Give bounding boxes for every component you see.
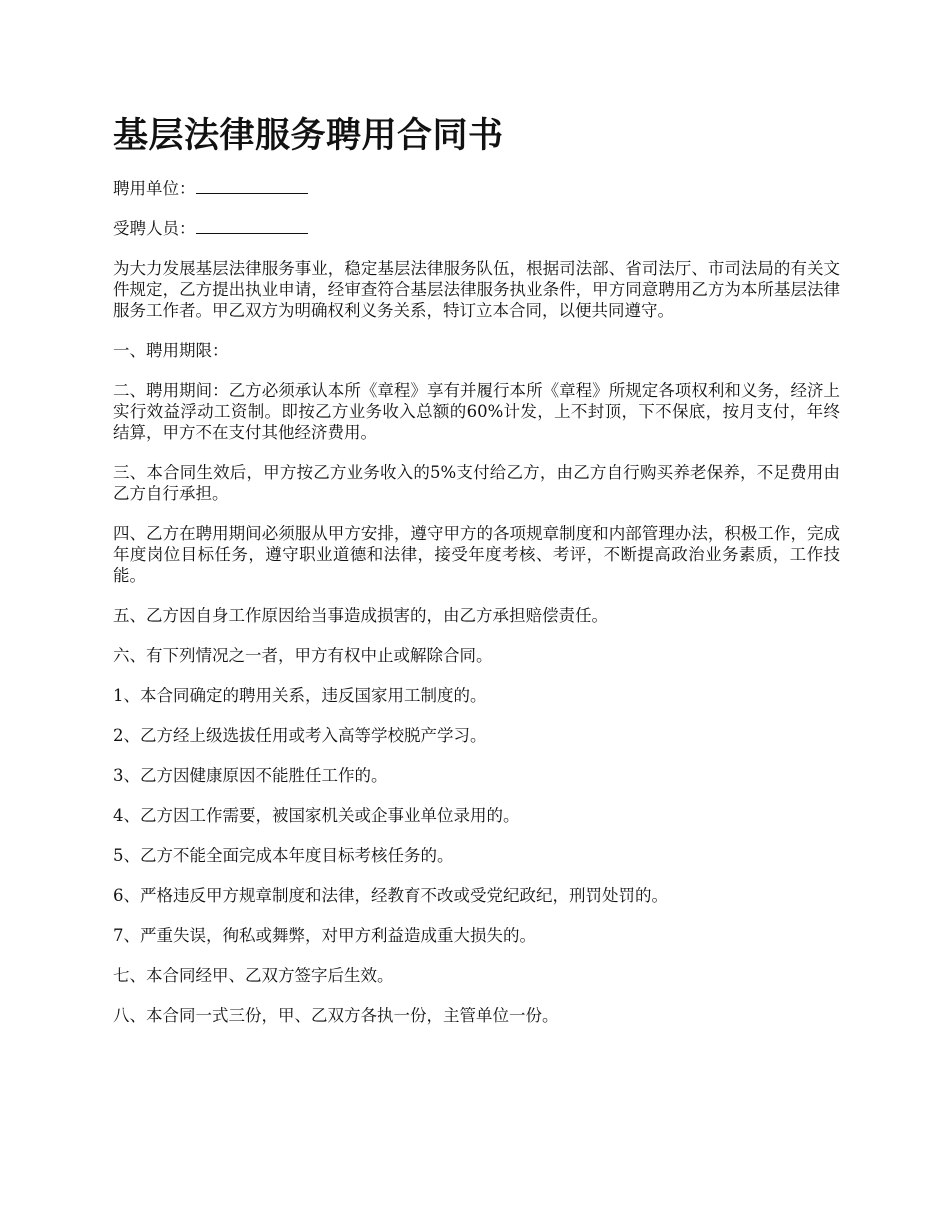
- termination-item-3: 3、乙方因健康原因不能胜任工作的。: [113, 766, 388, 785]
- termination-item-1: 1、本合同确定的聘用关系，违反国家用工制度的。: [113, 686, 487, 705]
- clause-6-termination: 六、有下列情况之一者，甲方有权中止或解除合同。: [113, 646, 493, 665]
- termination-item-7: 7、严重失误，徇私或舞弊，对甲方利益造成重大损失的。: [113, 926, 536, 945]
- termination-item-5: 5、乙方不能全面完成本年度目标考核任务的。: [113, 846, 454, 865]
- clause-1-term: 一、聘用期限：: [113, 341, 229, 360]
- termination-item-2: 2、乙方经上级选拔任用或考入高等学校脱产学习。: [113, 726, 487, 745]
- document-page: [113, 108, 840, 1045]
- employer-blank-line: [196, 179, 308, 194]
- document-title: 基层法律服务聘用合同书: [113, 115, 504, 156]
- clause-2-period: 二、聘用期间：乙方必须承认本所《章程》享有并履行本所《章程》所规定各项权利和义务，经济上实行效益浮动工资制。即按乙方业务收入总额的60%计发，上不封顶，下不保底，按月支付，年终结算，甲方不在支付其他经济费用。: [113, 381, 840, 442]
- employer-field: [113, 178, 840, 199]
- clause-4-obligations: 四、乙方在聘用期间必须服从甲方安排，遵守甲方的各项规章制度和内部管理办法，积极工作，完成年度岗位目标任务，遵守职业道德和法律，接受年度考核、考评，不断提高政治业务素质，工作技能。: [113, 524, 840, 585]
- employee-label: 受聘人员：: [113, 219, 196, 238]
- employee-blank-line: [196, 219, 308, 234]
- employee-field: [113, 218, 840, 239]
- clause-3-pension: 三、本合同生效后，甲方按乙方业务收入的5%支付给乙方，由乙方自行购买养老保养，不足费用由乙方自行承担。: [113, 463, 840, 503]
- clause-5-liability: 五、乙方因自身工作原因给当事造成损害的，由乙方承担赔偿责任。: [113, 606, 608, 625]
- termination-item-4: 4、乙方因工作需要，被国家机关或企事业单位录用的。: [113, 806, 520, 825]
- clause-7-effect: 七、本合同经甲、乙双方签字后生效。: [113, 966, 394, 985]
- termination-item-6: 6、严格违反甲方规章制度和法律，经教育不改或受党纪政纪，刑罚处罚的。: [113, 886, 668, 905]
- clause-8-copies: 八、本合同一式三份，甲、乙双方各执一份，主管单位一份。: [113, 1006, 559, 1025]
- intro-paragraph: 为大力发展基层法律服务事业，稳定基层法律服务队伍，根据司法部、省司法厅、市司法局的有关文件规定，乙方提出执业申请，经审查符合基层法律服务执业条件，甲方同意聘用乙方为本所基层法律服务工作者。甲乙双方为明确权利义务关系，特订立本合同，以便共同遵守。: [113, 259, 840, 320]
- employer-label: 聘用单位：: [113, 179, 196, 198]
